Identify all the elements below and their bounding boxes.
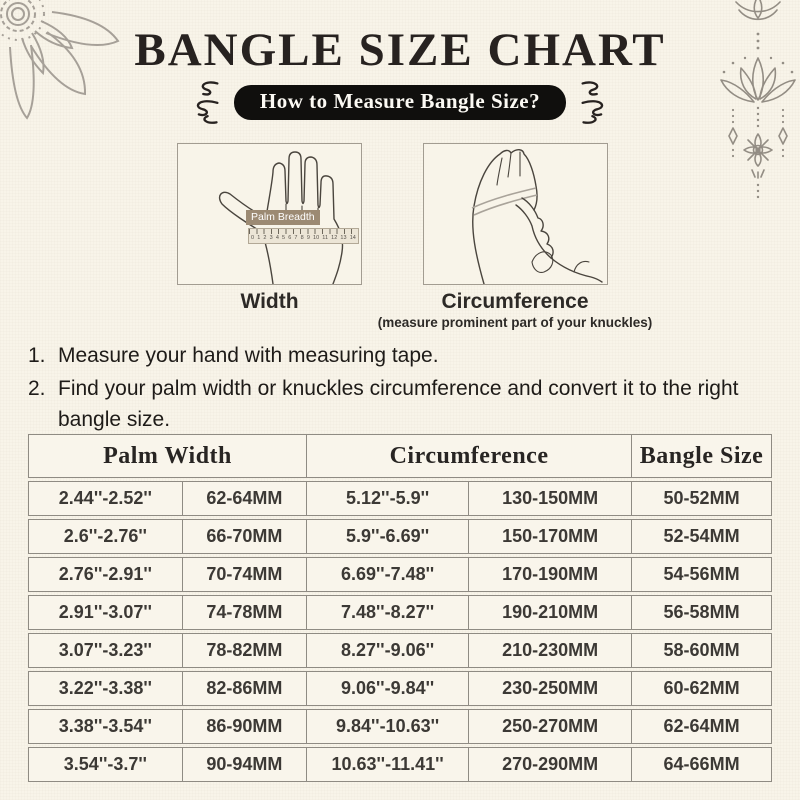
table-cell: 62-64MM — [183, 481, 307, 516]
table-cell: 2.44''-2.52'' — [28, 481, 183, 516]
ruler-number: 4 — [275, 235, 279, 241]
width-caption-text: Width — [240, 290, 299, 313]
table-row — [28, 709, 772, 744]
circumference-caption — [355, 290, 675, 330]
table-cell: 78-82MM — [183, 633, 307, 668]
table-cell: 250-270MM — [469, 709, 632, 744]
table-cell: 9.84''-10.63'' — [307, 709, 469, 744]
table-cell: 58-60MM — [632, 633, 772, 668]
ruler-numbers — [249, 234, 358, 242]
width-caption — [177, 290, 362, 314]
circumference-caption-text: Circumference — [441, 290, 589, 313]
table-cell: 56-58MM — [632, 595, 772, 630]
size-table-body — [28, 481, 772, 782]
table-cell: 3.22''-3.38'' — [28, 671, 183, 706]
table-cell: 70-74MM — [183, 557, 307, 592]
table-cell: 52-54MM — [632, 519, 772, 554]
ruler-number: 11 — [322, 235, 329, 241]
table-cell: 62-64MM — [632, 709, 772, 744]
table-cell: 270-290MM — [469, 747, 632, 782]
table-cell: 86-90MM — [183, 709, 307, 744]
table-row — [28, 671, 772, 706]
table-cell: 2.76''-2.91'' — [28, 557, 183, 592]
table-cell: 90-94MM — [183, 747, 307, 782]
ruler-number: 2 — [263, 235, 267, 241]
hand-knuckles-illustration — [424, 144, 607, 284]
header-circumference: Circumference — [307, 434, 632, 478]
instruction-text: Measure your hand with measuring tape. — [58, 344, 439, 367]
instruction-item — [28, 374, 776, 435]
table-cell: 5.12''-5.9'' — [307, 481, 469, 516]
instructions — [28, 341, 776, 438]
table-cell: 74-78MM — [183, 595, 307, 630]
instruction-item — [28, 341, 776, 371]
table-cell: 130-150MM — [469, 481, 632, 516]
table-row — [28, 633, 772, 668]
ruler-number: 3 — [269, 235, 273, 241]
ruler-number: 5 — [282, 235, 286, 241]
table-row — [28, 519, 772, 554]
table-cell: 66-70MM — [183, 519, 307, 554]
table-cell: 2.91''-3.07'' — [28, 595, 183, 630]
table-cell: 54-56MM — [632, 557, 772, 592]
size-table — [28, 431, 772, 785]
ruler — [248, 228, 359, 244]
ruler-number: 9 — [306, 235, 310, 241]
table-cell: 210-230MM — [469, 633, 632, 668]
table-cell: 170-190MM — [469, 557, 632, 592]
table-cell: 9.06''-9.84'' — [307, 671, 469, 706]
header-bangle-size: Bangle Size — [632, 434, 772, 478]
ruler-number: 8 — [300, 235, 304, 241]
ruler-number: 14 — [349, 235, 356, 241]
ruler-number: 10 — [313, 235, 320, 241]
ruler-number: 12 — [331, 235, 338, 241]
table-row — [28, 481, 772, 516]
table-row — [28, 557, 772, 592]
table-cell: 10.63''-11.41'' — [307, 747, 469, 782]
ruler-number: 6 — [288, 235, 292, 241]
table-cell: 64-66MM — [632, 747, 772, 782]
table-cell: 7.48''-8.27'' — [307, 595, 469, 630]
table-cell: 82-86MM — [183, 671, 307, 706]
instruction-text: Find your palm width or knuckles circumference and convert it to the right bangle size. — [58, 377, 739, 431]
table-cell: 3.38''-3.54'' — [28, 709, 183, 744]
width-figure — [177, 143, 362, 285]
badge-row — [0, 85, 800, 119]
circumference-figure — [423, 143, 608, 285]
instruction-number: 1. — [28, 344, 46, 367]
table-cell: 3.54''-3.7'' — [28, 747, 183, 782]
ruler-number: 13 — [340, 235, 347, 241]
ruler-number: 7 — [294, 235, 298, 241]
circumference-note: (measure prominent part of your knuckles) — [377, 315, 653, 330]
table-cell: 8.27''-9.06'' — [307, 633, 469, 668]
table-cell: 190-210MM — [469, 595, 632, 630]
flourish-left-icon — [185, 79, 225, 125]
table-cell: 6.69''-7.48'' — [307, 557, 469, 592]
table-row — [28, 595, 772, 630]
palm-breadth-label: Palm Breadth — [246, 210, 320, 225]
table-row — [28, 747, 772, 782]
instruction-number: 2. — [28, 377, 46, 401]
header-palm-width: Palm Width — [28, 434, 307, 478]
ruler-number: 1 — [257, 235, 261, 241]
table-header-row — [28, 434, 772, 478]
table-cell: 230-250MM — [469, 671, 632, 706]
ruler-number: 0 — [251, 235, 255, 241]
table-cell: 5.9''-6.69'' — [307, 519, 469, 554]
table-cell: 2.6''-2.76'' — [28, 519, 183, 554]
table-cell: 150-170MM — [469, 519, 632, 554]
how-to-measure-badge: How to Measure Bangle Size? — [234, 85, 566, 120]
flourish-right-icon — [575, 79, 615, 125]
table-cell: 3.07''-3.23'' — [28, 633, 183, 668]
page-title: BANGLE SIZE CHART — [134, 24, 666, 76]
table-cell: 50-52MM — [632, 481, 772, 516]
table-cell: 60-62MM — [632, 671, 772, 706]
